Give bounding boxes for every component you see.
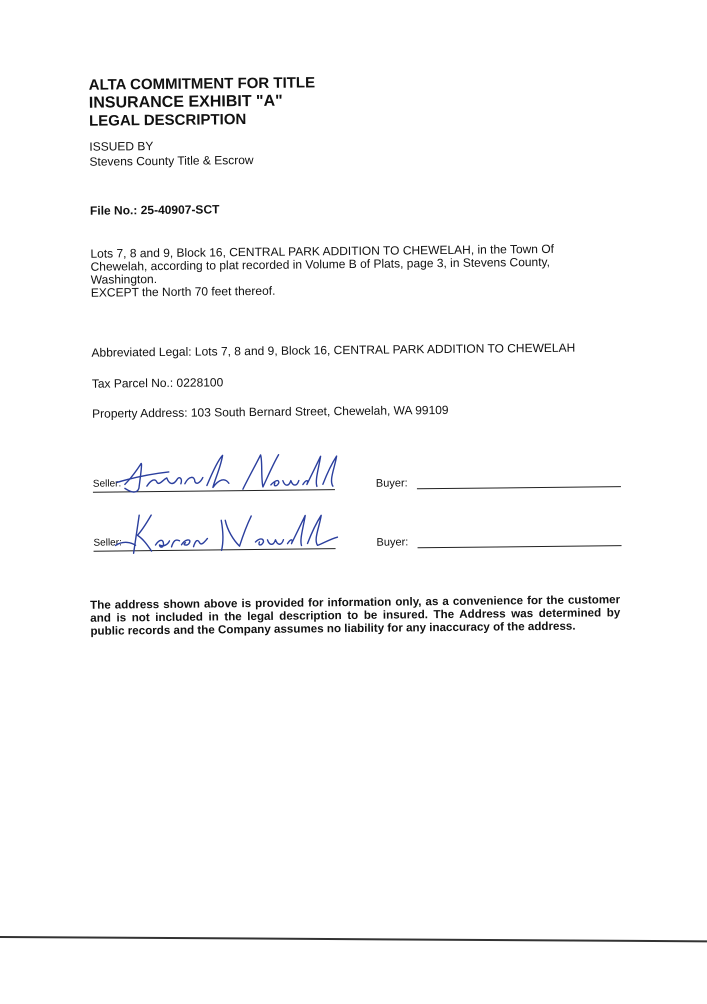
title-line-3: LEGAL DESCRIPTION (88, 111, 247, 130)
seller-signature-karen (111, 509, 341, 555)
signature-row-1 (92, 439, 632, 493)
issuer-name: Stevens County Title & Escrow (89, 152, 254, 169)
buyer-signature-line (417, 486, 621, 489)
issued-by-label: ISSUED BY (89, 139, 154, 154)
file-number-value: 25-40907-SCT (140, 202, 220, 218)
title-line-1: ALTA COMMITMENT FOR TITLE (88, 74, 316, 94)
signature-row-2 (93, 498, 633, 552)
buyer-label: Buyer: (376, 536, 409, 549)
address-disclaimer: The address shown above is provided for information only, as a convenience for the customer and is not included in the legal description to be insured. The Address was determined by public records and the Company assumes no liability for any inaccuracy of the address. (90, 593, 621, 638)
tax-parcel-number: Tax Parcel No.: 0228100 (91, 375, 224, 391)
file-number (90, 202, 220, 217)
buyer-signature-line (418, 545, 622, 548)
legal-description (90, 242, 601, 299)
document-title (89, 74, 316, 130)
seller-label: Seller: (93, 537, 122, 549)
abbreviated-legal: Abbreviated Legal: Lots 7, 8 and 9, Block 16, CENTRAL PARK ADDITION TO CHEWELAH (91, 340, 576, 360)
title-line-2: INSURANCE EXHIBIT "A" (88, 92, 283, 112)
seller-label: Seller: (92, 478, 122, 490)
legal-description-exception: EXCEPT the North 70 feet thereof. (90, 283, 276, 300)
issued-by-block (89, 138, 253, 170)
seller-signature-frank (111, 450, 341, 496)
property-address: Property Address: 103 South Bernard Street, Chewelah, WA 99109 (92, 402, 449, 421)
legal-description-text: Lots 7, 8 and 9, Block 16, CENTRAL PARK ADDITION TO CHEWELAH, in the Town Of Chewelah, according to plat recorded in Volume B of Plats, page 3, in Stevens County, Washington. (90, 241, 555, 287)
file-number-label: File No.: (89, 203, 138, 218)
buyer-label: Buyer: (375, 477, 408, 490)
